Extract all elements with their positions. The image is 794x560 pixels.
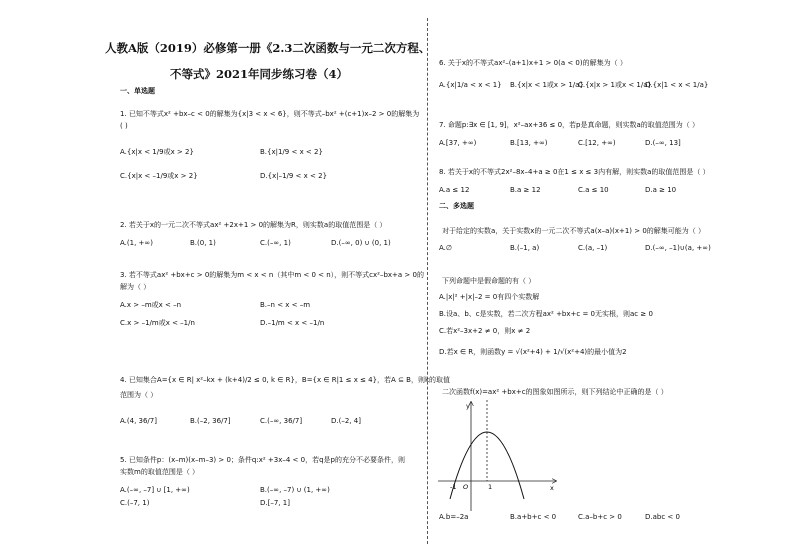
- q2-stem: 2. 若关于x的一元二次不等式ax² +2x+1 > 0的解集为R，则实数a的取值范围是（ ）: [120, 221, 387, 229]
- q7-option-d[interactable]: D.(–∞, 13]: [645, 139, 681, 147]
- q2-option-c[interactable]: C.(–∞, 1): [260, 239, 291, 247]
- section-single-choice: 一、单选题: [120, 87, 155, 95]
- q1-option-b[interactable]: B.{x|1/9 < x < 2}: [260, 148, 323, 156]
- q10-option-c[interactable]: C.若x²–3x+2 ≠ 0，则x ≠ 2: [439, 327, 531, 335]
- x-axis-label: x: [550, 484, 554, 492]
- q5-option-c[interactable]: C.(–7, 1): [120, 499, 150, 507]
- q7-option-c[interactable]: C.[12, +∞): [578, 139, 616, 147]
- q11-option-b[interactable]: B.a+b+c < 0: [510, 513, 557, 521]
- q9-option-c[interactable]: C.(a, –1): [578, 244, 608, 252]
- origin-label: O: [463, 483, 469, 491]
- q7-option-a[interactable]: A.[37, +∞): [439, 139, 477, 147]
- q3-option-c[interactable]: C.x > –1/m或x < –1/n: [120, 319, 195, 327]
- q8-option-c[interactable]: C.a ≤ 10: [578, 186, 609, 194]
- q8-option-d[interactable]: D.a ≥ 10: [645, 186, 677, 194]
- q2-option-a[interactable]: A.(1, +∞): [120, 239, 153, 247]
- q11-option-a[interactable]: A.b=–2a: [439, 513, 469, 521]
- q4-option-c[interactable]: C.(–∞, 36/7]: [260, 417, 303, 425]
- section-multi-choice: 二、多选题: [439, 202, 474, 210]
- q4-option-a[interactable]: A.(4, 36/7]: [120, 417, 157, 425]
- q9-option-a[interactable]: A.∅: [439, 244, 452, 252]
- q10-option-b[interactable]: B.设a、b、c是实数，若二次方程ax² +bx+c = 0无实根，则ac ≥ 0: [439, 310, 653, 318]
- q1-option-c[interactable]: C.{x|x < –1/9或x > 2}: [120, 172, 198, 180]
- q9-option-d[interactable]: D.(–∞, –1)∪(a, +∞): [645, 244, 711, 252]
- q1-stem-1: 1. 已知不等式x² +bx–c < 0的解集为{x|3 < x < 6}，则不等式–bx² +(c+1)x–2 > 0的解集为: [120, 110, 420, 118]
- q3-stem-1: 3. 若不等式ax² +bx+c > 0的解集为m < x < n（其中m < 0 < n），则不等式cx²–bx+a > 0的: [120, 271, 424, 279]
- q8-stem: 8. 若关于x的不等式2x²–8x–4+a ≥ 0在1 ≤ x ≤ 3内有解，则实数a的取值范围是（ ）: [439, 168, 710, 176]
- q7-stem: 7. 命题p:∃x ∈ [1, 9]，x²–ax+36 ≤ 0，若p是真命题，则实数a的取值范围为（ ）: [439, 121, 700, 129]
- q3-option-b[interactable]: B.–n < x < –m: [260, 301, 311, 309]
- q5-stem-2: 实数m的取值范围是（ ）: [120, 468, 200, 476]
- q8-option-a[interactable]: A.a ≤ 12: [439, 186, 470, 194]
- q6-option-d[interactable]: D.{x|1 < x < 1/a}: [645, 81, 709, 89]
- q4-stem-1: 4. 已知集合A={x ∈ R| x²–kx + (k+4)/2 ≤ 0, k ∈ R}，B={x ∈ R|1 ≤ x ≤ 4}，若A ⊆ B，则k的取值: [120, 376, 451, 384]
- q10-stem: 下列命题中是假命题的有（ ）: [442, 277, 536, 285]
- q4-option-d[interactable]: D.(–2, 4]: [331, 417, 361, 425]
- q11-option-c[interactable]: C.a–b+c > 0: [578, 513, 622, 521]
- q11-stem: 二次函数f(x)=ax² +bx+c的图象如图所示，则下列结论中正确的是（ ）: [442, 388, 668, 396]
- q6-option-a[interactable]: A.{x|1/a < x < 1}: [439, 81, 502, 89]
- q7-option-b[interactable]: B.[13, +∞): [510, 139, 548, 147]
- tick-minus-one: -1: [450, 483, 457, 491]
- q6-stem: 6. 关于x的不等式ax²–(a+1)x+1 > 0(a < 0)的解集为（ ）: [439, 59, 627, 67]
- title-line-1: 人教A版（2019）必修第一册《2.3二次函数与一元二次方程、: [105, 41, 431, 55]
- q6-option-b[interactable]: B.{x|x < 1或x > 1/a}: [510, 81, 584, 89]
- q10-option-a[interactable]: A.|x|² +|x|–2 = 0有四个实数解: [439, 293, 540, 301]
- y-axis-label: y: [466, 402, 470, 410]
- q1-option-a[interactable]: A.{x|x < 1/9或x > 2}: [120, 148, 194, 156]
- q3-stem-2: 解为（ ）: [120, 283, 151, 291]
- q5-option-a[interactable]: A.(–∞, –7] ∪ [1, +∞): [120, 486, 190, 494]
- q4-option-b[interactable]: B.(–2, 36/7]: [190, 417, 231, 425]
- q5-stem-1: 5. 已知条件p：(x–m)(x–m–3) > 0；条件q:x² +3x–4 < 0，若q是p的充分不必要条件，则: [120, 456, 405, 464]
- q9-option-b[interactable]: B.(–1, a): [510, 244, 540, 252]
- q6-option-c[interactable]: C.{x|x > 1或x < 1/a}: [578, 81, 652, 89]
- q1-stem-2: ( ): [120, 122, 128, 130]
- column-divider: [427, 18, 428, 544]
- q4-stem-2: 范围为（ ）: [120, 391, 158, 399]
- q3-option-d[interactable]: D.–1/m < x < –1/n: [260, 319, 325, 327]
- tick-one: 1: [488, 483, 493, 491]
- q9-stem: 对于给定的实数a，关于实数x的一元二次不等式a(x–a)(x+1) > 0的解集可能为（ ）: [442, 227, 706, 235]
- q10-option-d[interactable]: D.若x ∈ R，则函数y = √(x²+4) + 1/√(x²+4)的最小值为2: [439, 348, 627, 356]
- q5-option-b[interactable]: B.(–∞, –7) ∪ (1, +∞): [260, 486, 330, 494]
- q8-option-b[interactable]: B.a ≥ 12: [510, 186, 541, 194]
- title-line-2: 不等式》2021年同步练习卷（4）: [170, 67, 349, 81]
- q3-option-a[interactable]: A.x > –m或x < –n: [120, 301, 182, 309]
- q5-option-d[interactable]: D.[–7, 1]: [260, 499, 290, 507]
- q1-option-d[interactable]: D.{x|–1/9 < x < 2}: [260, 172, 328, 180]
- q2-option-d[interactable]: D.(–∞, 0) ∪ (0, 1): [331, 239, 391, 247]
- parabola-graph: [438, 398, 568, 513]
- q2-option-b[interactable]: B.(0, 1): [190, 239, 216, 247]
- q11-option-d[interactable]: D.abc < 0: [645, 513, 680, 521]
